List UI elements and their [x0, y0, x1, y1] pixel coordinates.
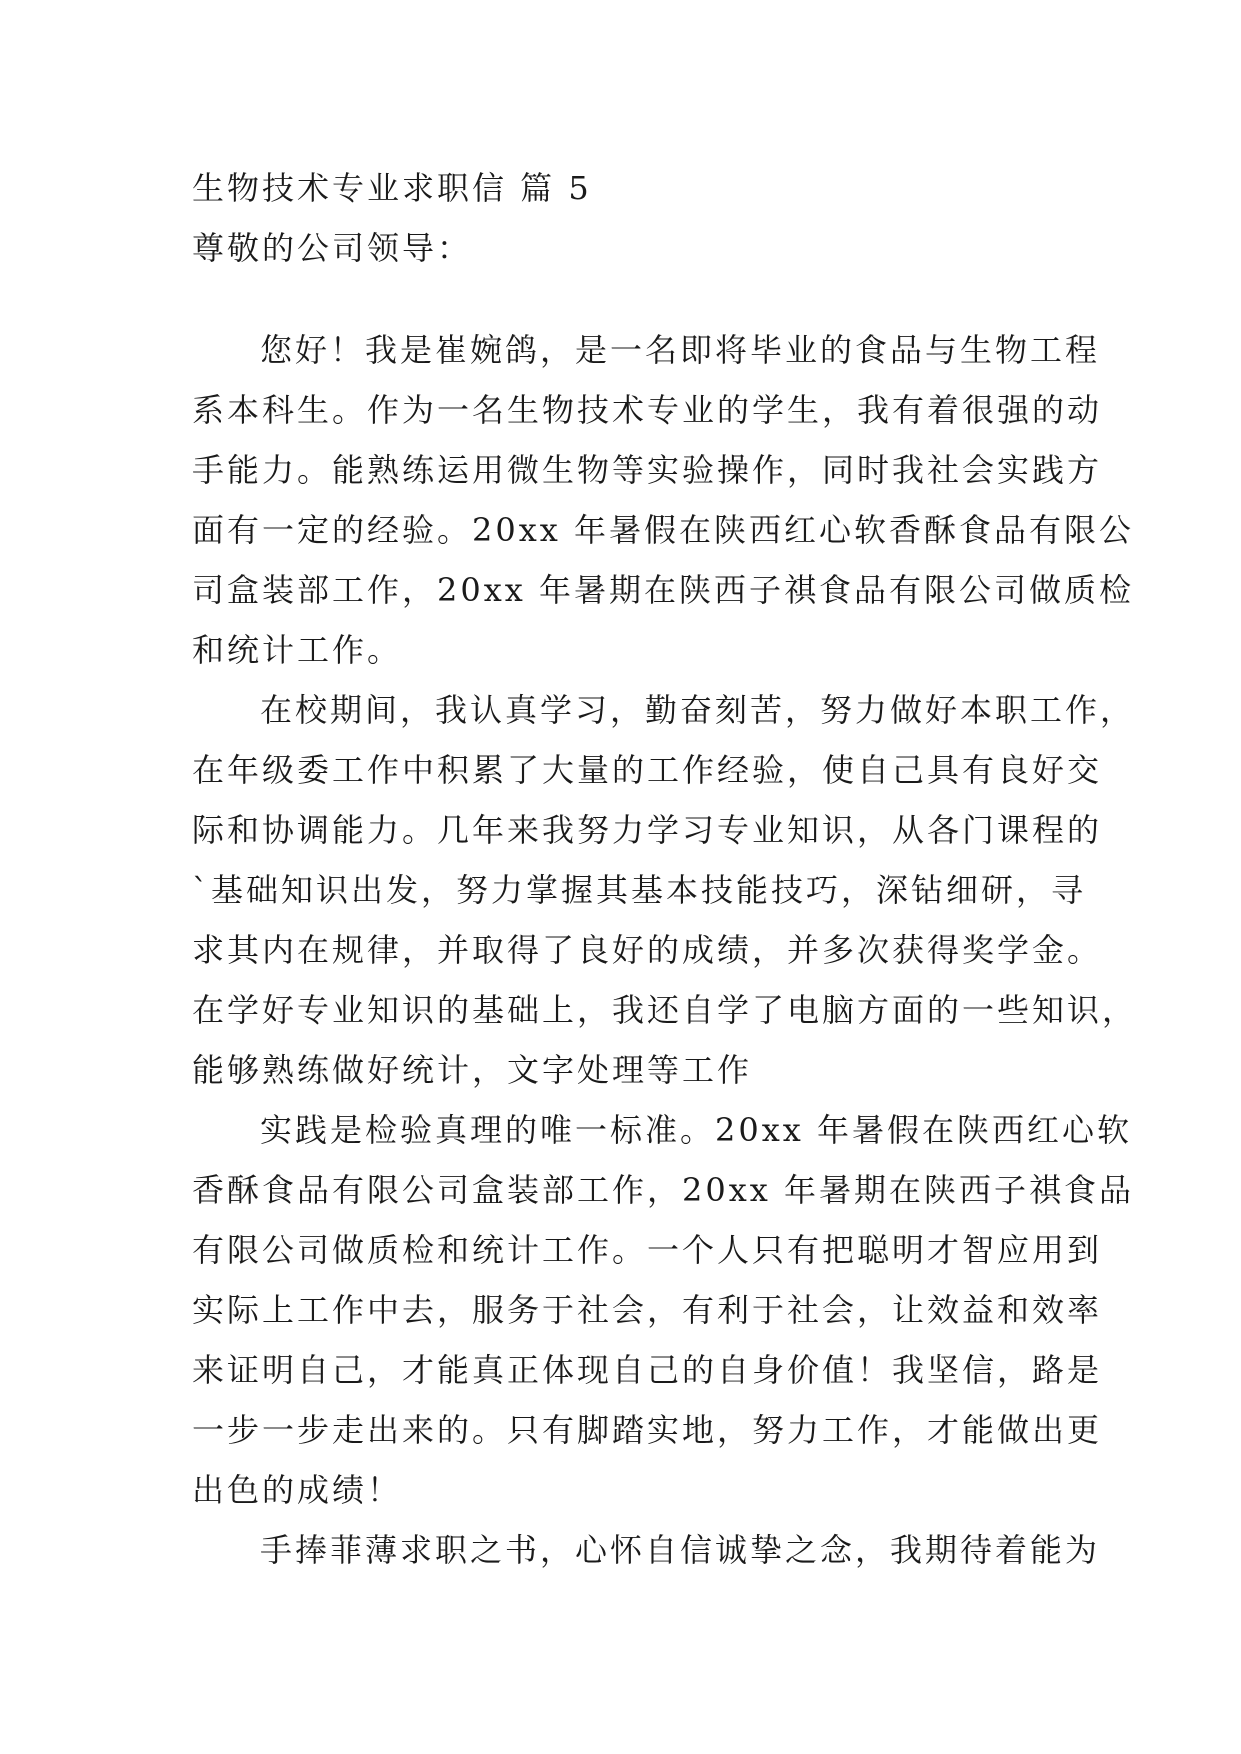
paragraph-line: 实践是检验真理的唯一标准。20xx 年暑假在陕西红心软	[260, 1111, 1132, 1149]
paragraph-line: 能够熟练做好统计，文字处理等工作	[192, 1051, 753, 1089]
paragraph-line: 求其内在规律，并取得了良好的成绩，并多次获得奖学金。	[192, 931, 1103, 969]
paragraph-line: 出色的成绩！	[192, 1471, 403, 1509]
paragraph-line: 司盒装部工作，20xx 年暑期在陕西子祺食品有限公司做质检	[192, 571, 1134, 609]
paragraph-line: 有限公司做质检和统计工作。一个人只有把聪明才智应用到	[192, 1231, 1103, 1269]
salutation: 尊敬的公司领导：	[192, 229, 473, 267]
paragraph-line: 在年级委工作中积累了大量的工作经验，使自己具有良好交	[192, 751, 1103, 789]
paragraph-line: 在校期间，我认真学习，勤奋刻苦，努力做好本职工作，	[260, 691, 1136, 729]
paragraph-line: 一步一步走出来的。只有脚踏实地，努力工作，才能做出更	[192, 1411, 1103, 1449]
paragraph-3	[192, 1100, 1134, 1520]
paragraph-line: 在学好专业知识的基础上，我还自学了电脑方面的一些知识，	[192, 991, 1138, 1029]
paragraph-1	[192, 320, 1134, 680]
paragraph-line: 实际上工作中去，服务于社会，有利于社会，让效益和效率	[192, 1291, 1103, 1329]
paragraph-2	[192, 680, 1138, 1100]
paragraph-line: 手捧菲薄求职之书，心怀自信诚挚之念，我期待着能为	[260, 1531, 1101, 1569]
paragraph-line: 手能力。能熟练运用微生物等实验操作，同时我社会实践方	[192, 451, 1103, 489]
paragraph-line: 和统计工作。	[192, 631, 403, 669]
document-title: 生物技术专业求职信 篇 5	[192, 169, 592, 207]
paragraph-line: 面有一定的经验。20xx 年暑假在陕西红心软香酥食品有限公	[192, 511, 1134, 549]
paragraph-4	[192, 1520, 1101, 1580]
paragraph-line: 际和协调能力。几年来我努力学习专业知识，从各门课程的	[192, 811, 1103, 849]
paragraph-line: 来证明自己，才能真正体现自己的自身价值！我坚信，路是	[192, 1351, 1103, 1389]
paragraph-line: 系本科生。作为一名生物技术专业的学生，我有着很强的动	[192, 391, 1103, 429]
paragraph-line: 香酥食品有限公司盒装部工作，20xx 年暑期在陕西子祺食品	[192, 1171, 1134, 1209]
paragraph-line: `基础知识出发，努力掌握其基本技能技巧，深钻细研，寻	[192, 871, 1087, 909]
paragraph-line: 您好！我是崔婉鸽，是一名即将毕业的食品与生物工程	[260, 331, 1101, 369]
